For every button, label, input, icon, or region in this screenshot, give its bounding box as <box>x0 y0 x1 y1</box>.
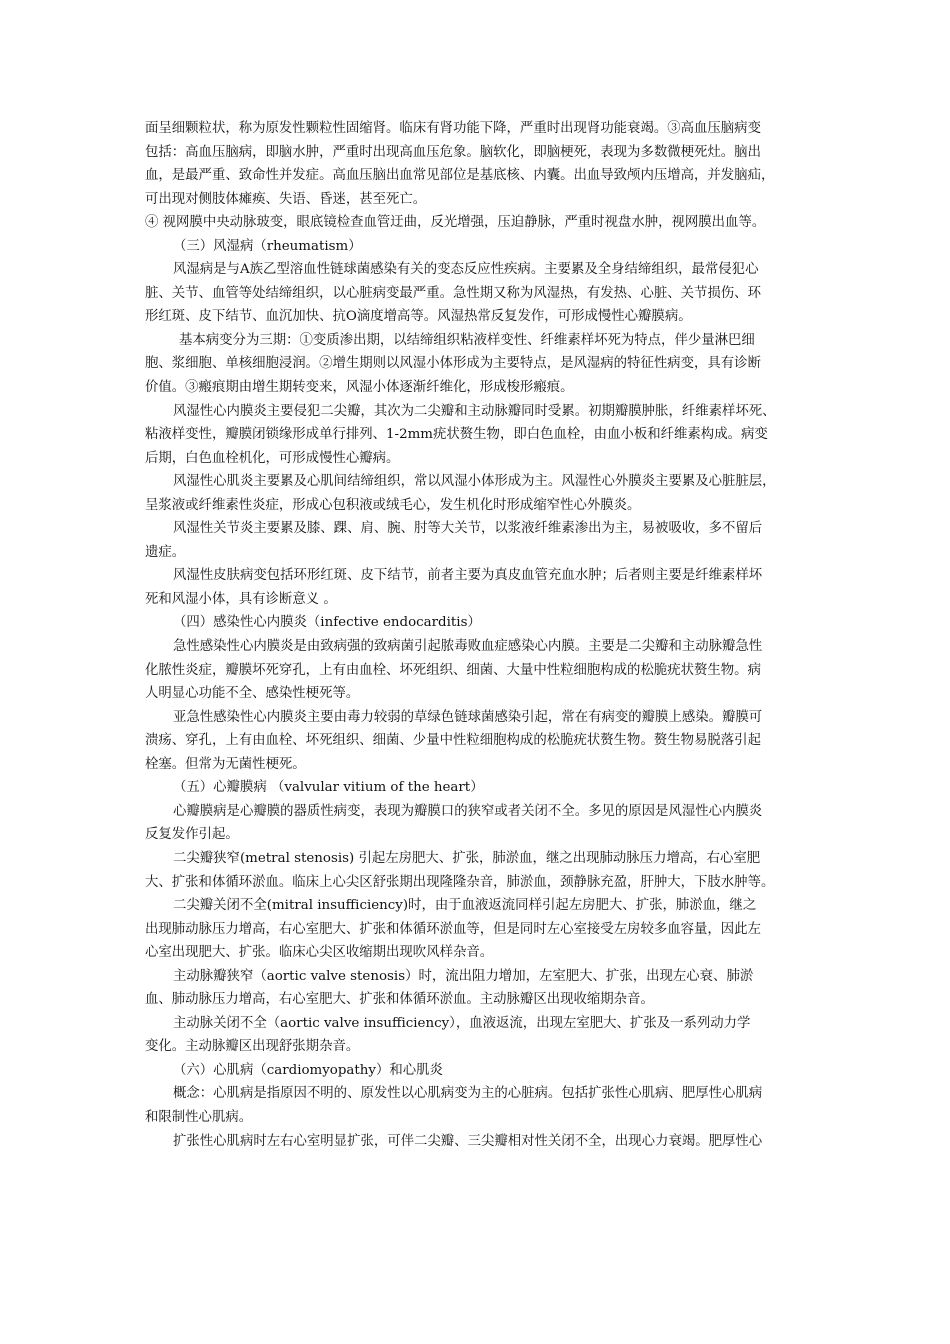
text-line: 二尖瓣狭窄(metral stenosis) 引起左房肥大、扩张，肺淤血，继之出现肺动脉压力增高，右心室肥 <box>173 850 761 866</box>
text-line: 心瓣膜病是心瓣膜的器质性病变，表现为瓣膜口的狭窄或者关闭不全。多见的原因是风湿性心内膜炎 <box>173 803 763 819</box>
text-line: 呈浆液或纤维素性炎症，形成心包积液或绒毛心，发生机化时形成缩窄性心外膜炎。 <box>145 497 641 513</box>
text-line: 包括：高血压脑病，即脑水肿，严重时出现高血压危象。脑软化，即脑梗死，表现为多数微梗死灶。脑出 <box>145 144 761 160</box>
text-line: 主动脉关闭不全（aortic valve insufficiency），血液返流，出现左室肥大、扩张及一系列动力学 <box>173 1015 751 1031</box>
text-line: 价值。③瘢痕期由增生期转变来，风湿小体逐渐纤维化，形成梭形瘢痕。 <box>145 380 574 396</box>
text-line: 后期，白色血栓机化，可形成慢性心瓣病。 <box>145 450 400 466</box>
text-line: 扩张性心肌病时左右心室明显扩张，可伴二尖瓣、三尖瓣相对性关闭不全，出现心力衰竭。肥厚性心 <box>173 1133 763 1149</box>
text-line: 血，是最严重、致命性并发症。高血压脑出血常见部位是基底核、内囊。出血导致颅内压增高，并发脑疝， <box>145 168 775 184</box>
text-line: 胞、浆细胞、单核细胞浸润。②增生期则以风湿小体形成为主要特点，是风湿病的特征性病变，具有诊断 <box>145 356 761 372</box>
text-line: 化脓性炎症，瓣膜坏死穿孔，上有由血栓、坏死组织、细菌、大量中性粒细胞构成的松脆疣状赘生物。病 <box>145 662 761 678</box>
text-line: 风湿性关节炎主要累及膝、踝、肩、腕、肘等大关节，以浆液纤维素渗出为主，易被吸收，多不留后 <box>173 521 763 537</box>
section-heading: （五）心瓣膜病 （valvular vitium of the heart） <box>173 780 484 796</box>
text-line: 二尖瓣关闭不全(mitral insufficiency)时，由于血液返流同样引起左房肥大、扩张，肺淤血，继之 <box>173 898 757 914</box>
text-line: 风湿性心内膜炎主要侵犯二尖瓣，其次为二尖瓣和主动脉瓣同时受累。初期瓣膜肿胀，纤维素样坏死、 <box>173 403 776 419</box>
section-heading: （三）风湿病（rheumatism） <box>173 238 362 254</box>
text-line: 粘液样变性，瓣膜闭锁缘形成单行排列、1-2mm疣状赘生物，即白色血栓，由血小板和纤维素构成。病变 <box>145 427 768 443</box>
text-line: 和限制性心肌病。 <box>145 1109 253 1125</box>
text-line: 变化。主动脉瓣区出现舒张期杂音。 <box>145 1039 360 1055</box>
text-line: 遗症。 <box>145 544 186 560</box>
text-line: 心室出现肥大、扩张。临床心尖区收缩期出现吹风样杂音。 <box>145 945 494 961</box>
section-heading: （四）感染性心内膜炎（infective endocarditis） <box>173 615 481 631</box>
document-page <box>145 117 817 1153</box>
text-line: 基本病变分为三期：①变质渗出期，以结缔组织粘液样变性、纤维素样坏死为特点，伴少量淋巴细 <box>179 332 755 348</box>
text-line: 大、扩张和体循环淤血。临床上心尖区舒张期出现隆隆杂音，肺淤血，颈静脉充盈，肝肿大，下肢水肿等。 <box>145 874 775 890</box>
text-line: 风湿性皮肤病变包括环形红斑、皮下结节，前者主要为真皮血管充血水肿；后者则主要是纤维素样坏 <box>173 568 763 584</box>
text-line: 风湿病是与A族乙型溶血性链球菌感染有关的变态反应性疾病。主要累及全身结缔组织，最常侵犯心 <box>173 262 759 278</box>
text-line: 可出现对侧肢体瘫痪、失语、昏迷，甚至死亡。 <box>145 191 427 207</box>
text-line: 人明显心功能不全、感染性梗死等。 <box>145 686 360 702</box>
text-line: 形红斑、皮下结节、血沉加快、抗O滴度增高等。风湿热常反复发作，可形成慢性心瓣膜病。 <box>145 309 692 325</box>
text-line: 亚急性感染性心内膜炎主要由毒力较弱的草绿色链球菌感染引起，常在有病变的瓣膜上感染。瓣膜可 <box>173 709 763 725</box>
text-line: 概念：心肌病是指原因不明的、原发性以心肌病变为主的心脏病。包括扩张性心肌病、肥厚性心肌病 <box>173 1086 763 1102</box>
text-line: 血、肺动脉压力增高，右心室肥大、扩张和体循环淤血。主动脉瓣区出现收缩期杂音。 <box>145 992 654 1008</box>
text-line: ④ 视网膜中央动脉玻变，眼底镜检查血管迂曲，反光增强，压迫静脉，严重时视盘水肿，视网膜出血等。 <box>145 215 766 231</box>
text-line: 出现肺动脉压力增高，右心室肥大、扩张和体循环淤血等，但是同时左心室接受左房较多血容量，因此左 <box>145 921 761 937</box>
text-line: 风湿性心肌炎主要累及心肌间结缔组织，常以风湿小体形成为主。风湿性心外膜炎主要累及心脏脏层， <box>173 474 776 490</box>
text-line: 死和风湿小体，具有诊断意义 。 <box>145 591 337 607</box>
text-line: 急性感染性心内膜炎是由致病强的致病菌引起脓毒败血症感染心内膜。主要是二尖瓣和主动脉瓣急性 <box>173 639 763 655</box>
text-line: 主动脉瓣狭窄（aortic valve stenosis）时，流出阻力增加，左室肥大、扩张，出现左心衰、肺淤 <box>173 968 754 984</box>
text-line: 溃疡、穿孔，上有由血栓、坏死组织、细菌、少量中性粒细胞构成的松脆疣状赘生物。赘生物易脱落引起 <box>145 733 761 749</box>
text-line: 脏、关节、血管等处结缔组织，以心脏病变最严重。急性期又称为风湿热，有发热、心脏、关节损伤、环 <box>145 285 761 301</box>
section-heading: （六）心肌病（cardiomyopathy）和心肌炎 <box>173 1062 443 1078</box>
text-line: 反复发作引起。 <box>145 827 239 843</box>
text-line: 栓塞。但常为无菌性梗死。 <box>145 756 306 772</box>
text-line: 面呈细颗粒状，称为原发性颗粒性固缩肾。临床有肾功能下降，严重时出现肾功能衰竭。③高血压脑病变 <box>145 121 761 136</box>
